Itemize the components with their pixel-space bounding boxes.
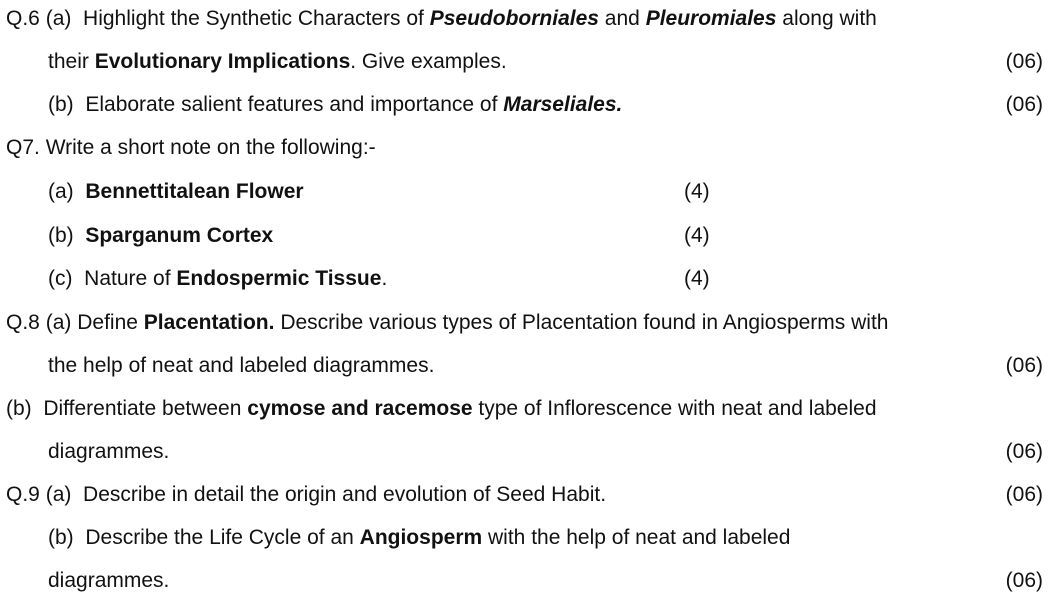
q7-line <box>6 137 376 158</box>
q8a-line-2: the help of neat and labeled diagrammes. <box>48 354 435 377</box>
q7-item-a-title: Bennettitalean Flower <box>85 180 304 203</box>
q8b-label: (b) <box>6 397 32 420</box>
q6a-term-pseudoborniales: Pseudoborniales <box>429 7 599 30</box>
q6a-text-2: along with <box>782 7 877 30</box>
q6a-marks: (06) <box>1005 50 1043 73</box>
q9a-label: (a) <box>45 483 72 506</box>
q9b-label: (b) <box>48 526 74 549</box>
q6b-marks: (06) <box>1005 93 1043 116</box>
q6b-label: (b) <box>48 93 74 116</box>
q7-item-c-pre: Nature of <box>84 267 171 290</box>
q7-number: Q7. <box>6 136 40 159</box>
q7-item-c <box>48 268 387 289</box>
q8b-line-1 <box>6 398 877 419</box>
q7-item-b-marks: (4) <box>684 224 710 247</box>
q9b-marks: (06) <box>1005 569 1043 592</box>
q9-number: Q.9 <box>6 483 40 506</box>
q8b-text-2: type of Inflorescence with neat and labeled <box>478 397 877 420</box>
q9b-term-angiosperm: Angiosperm <box>359 526 483 549</box>
q6a-and: and <box>604 7 640 30</box>
q8b-line-2: diagrammes. <box>48 440 170 463</box>
q6a-text-1: Highlight the Synthetic Characters of <box>83 7 424 30</box>
q7-text: Write a short note on the following:- <box>45 136 376 159</box>
q8a-line-1 <box>6 312 888 333</box>
q8a-marks: (06) <box>1005 354 1043 377</box>
q9b-line-2: diagrammes. <box>48 569 170 592</box>
q7-item-c-marks: (4) <box>684 267 710 290</box>
q7-item-b <box>48 225 273 246</box>
q6a-line-2 <box>48 51 507 72</box>
q7-item-c-label: (c) <box>48 267 73 290</box>
q7-item-c-post: . <box>381 267 388 290</box>
q9b-line-1 <box>48 527 790 548</box>
q6a-label: (a) <box>45 7 72 30</box>
q9a-line <box>6 484 606 505</box>
q8b-term-cymose: cymose and racemose <box>247 397 473 420</box>
q9b-text-2: with the help of neat and labeled <box>488 526 791 549</box>
q8a-text-2: Describe various types of Placentation found in Angiosperms with <box>280 311 889 334</box>
q6a-term-evolutionary: Evolutionary Implications <box>94 50 351 73</box>
q9a-marks: (06) <box>1005 483 1043 506</box>
q8b-marks: (06) <box>1005 440 1043 463</box>
q7-item-a-label: (a) <box>48 180 74 203</box>
q7-item-b-label: (b) <box>48 224 74 247</box>
q6a-term-pleuromiales: Pleuromiales <box>645 7 777 30</box>
q6b-term-marseliales: Marseliales. <box>503 93 623 116</box>
q6-number: Q.6 <box>6 7 40 30</box>
q7-item-a-marks: (4) <box>684 180 710 203</box>
q6b-line <box>48 94 622 115</box>
q8b-text-1: Differentiate between <box>43 397 242 420</box>
q9b-text-1: Describe the Life Cycle of an <box>85 526 354 549</box>
q6a-text-4: . Give examples. <box>350 50 507 73</box>
q7-item-a <box>48 181 304 202</box>
q8a-text-1: Define <box>77 311 138 334</box>
q8-number: Q.8 <box>6 311 40 334</box>
q6b-text-1: Elaborate salient features and importance of <box>85 93 498 116</box>
q6a-text-3: their <box>48 50 89 73</box>
q9a-text-1: Describe in detail the origin and evolution of Seed Habit. <box>83 483 607 506</box>
q6a-line-1 <box>6 8 877 29</box>
q7-item-b-title: Sparganum Cortex <box>85 224 274 247</box>
q8a-label: (a) <box>45 311 72 334</box>
q7-item-c-title: Endospermic Tissue <box>176 267 382 290</box>
q8a-term-placentation: Placentation. <box>143 311 275 334</box>
